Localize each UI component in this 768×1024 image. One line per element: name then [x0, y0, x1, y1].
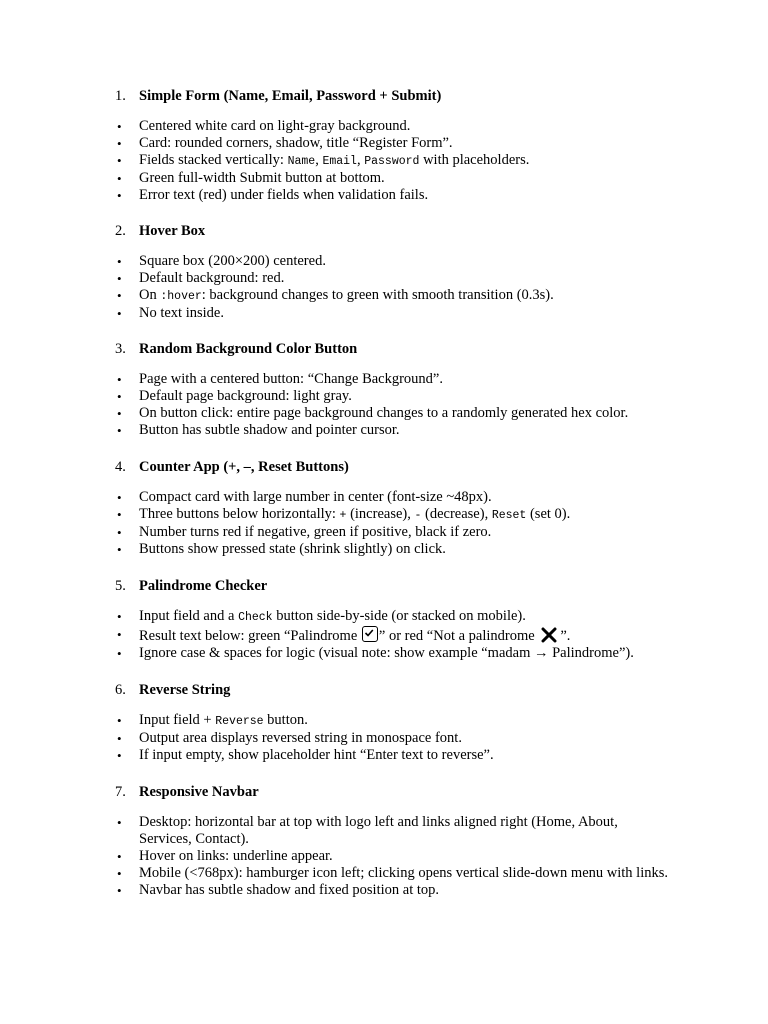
bullet-dot: • — [117, 525, 122, 540]
section-number: 5. — [115, 578, 126, 594]
cross-icon — [541, 627, 557, 643]
bullet-text: , — [356, 152, 365, 168]
bullet-item — [0, 287, 768, 305]
bullet-item — [0, 541, 768, 558]
bullet-dot: • — [117, 372, 122, 387]
bullet-item — [0, 170, 768, 187]
bullet-dot: • — [117, 731, 122, 746]
bullet-text: Centered white card on light-gray background. — [139, 118, 411, 134]
bullet-dot: • — [117, 815, 122, 830]
bullet-text: Green full-width Submit button at bottom. — [139, 170, 385, 186]
bullet-dot: • — [117, 646, 122, 661]
bullet-item — [0, 882, 768, 899]
section-number: 7. — [115, 784, 126, 800]
bullet-item — [0, 253, 768, 270]
bullet-item — [0, 524, 768, 541]
bullet-list — [0, 371, 768, 439]
bullet-dot: • — [117, 507, 122, 522]
bullet-list — [0, 489, 768, 558]
inline-code: + — [339, 509, 347, 522]
bullet-text: Fields stacked vertically: — [139, 152, 288, 168]
bullet-text: Error text (red) under fields when validation fails. — [139, 187, 429, 203]
section-heading — [0, 680, 768, 700]
section-simple-form — [0, 86, 768, 204]
section-heading — [0, 457, 768, 477]
bullet-text: Input field + — [139, 712, 216, 728]
bullet-text: button. — [263, 712, 308, 728]
inline-code: Check — [238, 611, 273, 624]
bullet-item — [0, 712, 768, 730]
bullet-dot: • — [117, 288, 122, 303]
bullet-dot: • — [117, 171, 122, 186]
section-heading — [0, 576, 768, 596]
inline-code: - — [414, 509, 422, 522]
bullet-dot: • — [117, 423, 122, 438]
bullet-text: Buttons show pressed state (shrink slightly) on click. — [139, 541, 446, 557]
bullet-item — [0, 152, 768, 170]
bullet-dot: • — [117, 406, 122, 421]
section-hover-box — [0, 221, 768, 322]
bullet-text: Card: rounded corners, shadow, title “Register Form”. — [139, 135, 453, 151]
section-number: 3. — [115, 341, 126, 357]
bullet-text: with placeholders. — [419, 152, 530, 168]
section-heading — [0, 339, 768, 359]
bullet-text: Desktop: horizontal bar at top with logo left and links aligned right (Home, About, Services, Contact). — [139, 814, 618, 847]
bullet-dot: • — [117, 748, 122, 763]
bullet-text: No text inside. — [139, 305, 224, 321]
bullet-item — [0, 747, 768, 764]
bullet-dot: • — [117, 849, 122, 864]
section-title: Palindrome Checker — [139, 578, 268, 594]
bullet-text: Default page background: light gray. — [139, 388, 352, 404]
bullet-dot: • — [117, 627, 122, 642]
section-random-bg-button — [0, 339, 768, 439]
bullet-dot: • — [117, 306, 122, 321]
section-heading — [0, 782, 768, 802]
bullet-dot: • — [117, 883, 122, 898]
section-heading — [0, 86, 768, 106]
bullet-item — [0, 187, 768, 204]
bullet-text: Result text below: green “Palindrome — [139, 628, 361, 644]
bullet-text: Square box (200×200) centered. — [139, 253, 326, 269]
bullet-dot: • — [117, 119, 122, 134]
bullet-item — [0, 405, 768, 422]
bullet-text: , — [315, 152, 323, 168]
bullet-item — [0, 270, 768, 287]
bullet-list — [0, 608, 768, 662]
bullet-dot: • — [117, 713, 122, 728]
bullet-item — [0, 865, 768, 882]
bullet-text: Navbar has subtle shadow and fixed position at top. — [139, 882, 440, 898]
bullet-text: Compact card with large number in center (font-size ~48px). — [139, 489, 492, 505]
section-reverse-string — [0, 680, 768, 764]
bullet-text: ”. — [560, 628, 571, 644]
section-title: Reverse String — [139, 682, 231, 698]
bullet-item — [0, 489, 768, 506]
bullet-list — [0, 814, 768, 899]
bullet-text: (increase), — [346, 506, 415, 522]
bullet-text: Number turns red if negative, green if positive, black if zero. — [139, 524, 492, 540]
bullet-text: On button click: entire page background changes to a randomly generated hex color. — [139, 405, 629, 421]
bullet-text: : background changes to green with smooth transition (0.3s). — [201, 287, 554, 303]
bullet-dot: • — [117, 153, 122, 168]
bullet-item — [0, 814, 768, 848]
section-title: Hover Box — [139, 223, 206, 239]
section-title: Simple Form (Name, Email, Password + Submit) — [139, 88, 442, 104]
bullet-text: Ignore case & spaces for logic (visual note: show example “madam → Palindrome”). — [139, 645, 634, 661]
bullet-item — [0, 608, 768, 626]
bullet-list — [0, 712, 768, 764]
bullet-text: Hover on links: underline appear. — [139, 848, 333, 864]
bullet-dot: • — [117, 136, 122, 151]
bullet-text: Input field and a — [139, 608, 239, 624]
check-box-icon — [362, 626, 378, 642]
inline-code: Reverse — [215, 715, 264, 728]
bullet-item — [0, 388, 768, 405]
bullet-dot: • — [117, 490, 122, 505]
bullet-item — [0, 506, 768, 524]
bullet-dot: • — [117, 609, 122, 624]
bullet-item — [0, 730, 768, 747]
bullet-dot: • — [117, 271, 122, 286]
section-palindrome-checker — [0, 576, 768, 662]
bullet-list — [0, 253, 768, 322]
section-title: Counter App (+, –, Reset Buttons) — [139, 459, 349, 475]
bullet-item — [0, 626, 768, 645]
bullet-text: (set 0). — [526, 506, 571, 522]
bullet-item — [0, 371, 768, 388]
bullet-text: Button has subtle shadow and pointer cursor. — [139, 422, 400, 438]
inline-code: Password — [364, 155, 420, 168]
bullet-text: Output area displays reversed string in monospace font. — [139, 730, 462, 746]
section-number: 1. — [115, 88, 126, 104]
bullet-item — [0, 118, 768, 135]
bullet-text: ” or red “Not a palindrome — [378, 628, 539, 644]
inline-code: :hover — [160, 290, 202, 303]
bullet-text: button side-by-side (or stacked on mobile). — [272, 608, 526, 624]
bullet-item — [0, 305, 768, 322]
bullet-text: On — [139, 287, 161, 303]
inline-code: Reset — [491, 509, 527, 522]
inline-code: Name — [287, 155, 316, 168]
bullet-item — [0, 848, 768, 865]
bullet-dot: • — [117, 866, 122, 881]
section-heading — [0, 221, 768, 241]
section-responsive-navbar — [0, 782, 768, 899]
bullet-text: If input empty, show placeholder hint “Enter text to reverse”. — [139, 747, 494, 763]
bullet-text: Default background: red. — [139, 270, 285, 286]
bullet-text: Mobile (<768px): hamburger icon left; clicking opens vertical slide-down menu with links. — [139, 865, 668, 881]
section-number: 2. — [115, 223, 126, 239]
bullet-dot: • — [117, 389, 122, 404]
section-title: Random Background Color Button — [139, 341, 358, 357]
bullet-text: Page with a centered button: “Change Background”. — [139, 371, 443, 387]
bullet-dot: • — [117, 542, 122, 557]
bullet-text: Three buttons below horizontally: — [139, 506, 340, 522]
bullet-list — [0, 118, 768, 204]
bullet-item — [0, 135, 768, 152]
inline-code: Email — [322, 155, 357, 168]
bullet-item — [0, 645, 768, 662]
bullet-dot: • — [117, 254, 122, 269]
section-counter-app — [0, 457, 768, 558]
section-title: Responsive Navbar — [139, 784, 259, 800]
bullet-text: (decrease), — [421, 506, 492, 522]
section-number: 4. — [115, 459, 126, 475]
bullet-item — [0, 422, 768, 439]
section-number: 6. — [115, 682, 126, 698]
bullet-dot: • — [117, 188, 122, 203]
